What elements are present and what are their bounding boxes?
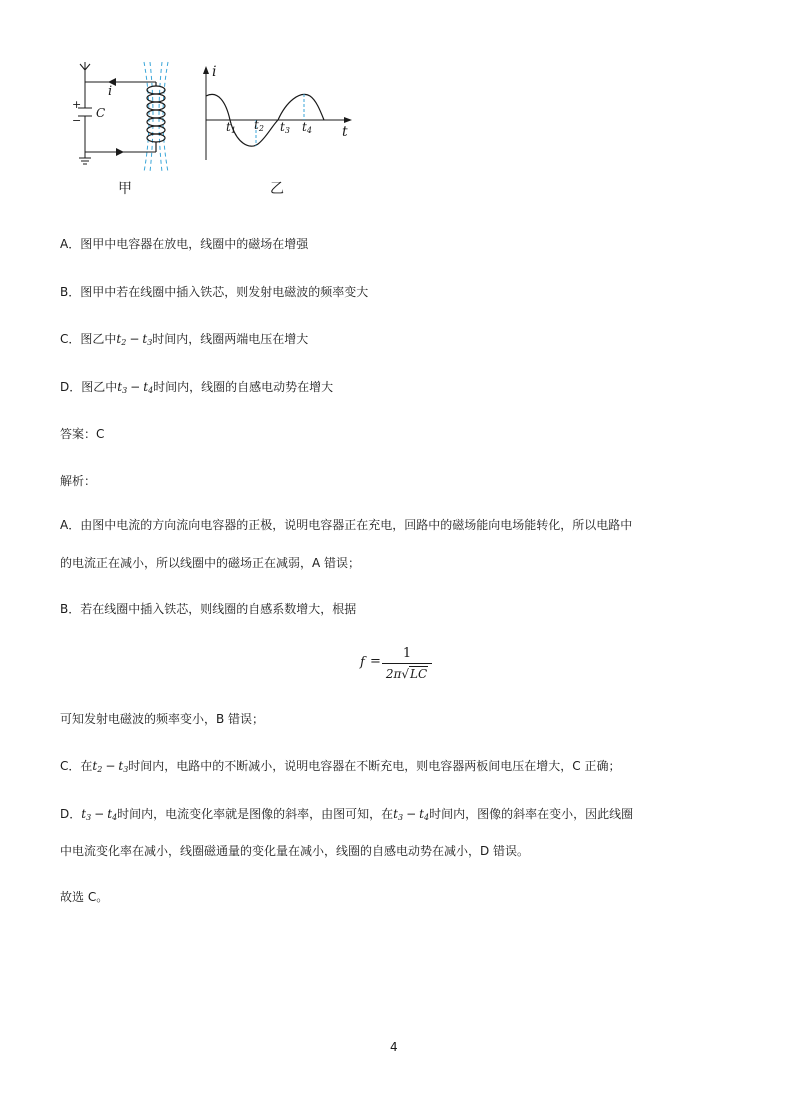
analysis-c: C．在$t_2 - t_3$时间内，电路中的不断减小，说明电容器在不断充电，则电容器两板间电压在增大，C 正确； [60, 759, 621, 774]
analysis-label: 解析： [60, 474, 97, 488]
t2-label: $t_2$ [254, 118, 264, 133]
capacitor-plus: + [72, 98, 82, 111]
t-axis-arrow-icon [344, 117, 352, 123]
right-caption: 乙 [270, 181, 284, 197]
inductor-coil-icon [147, 82, 165, 152]
current-arrow-bottom-icon [116, 148, 124, 156]
t1-label: $t_1$ [226, 120, 236, 135]
figure [60, 60, 380, 200]
option-d: D．图乙中$t_3 - t_4$时间内，线圈的自感电动势在增大 [60, 380, 334, 395]
analysis-b-line1: B．若在线圈中插入铁芯，则线圈的自感系数增大，根据 [60, 602, 357, 616]
option-c: C．图乙中$t_2 - t_3$时间内，线圈两端电压在增大 [60, 332, 309, 347]
option-b: B．图甲中若在线圈中插入铁芯，则发射电磁波的频率变大 [60, 285, 369, 299]
conclusion: 故选 C。 [60, 890, 109, 904]
frequency-formula: f = 1 2π√LC [360, 646, 440, 686]
magnetic-field-lines [144, 62, 168, 172]
t3-label: $t_3$ [280, 120, 290, 135]
current-label: i [108, 84, 113, 99]
analysis-a-line2: 的电流正在减小，所以线圈中的磁场正在减弱，A 错误； [60, 556, 361, 570]
antenna-icon [80, 62, 90, 82]
left-caption: 甲 [118, 181, 132, 197]
axis-i-label: i [212, 64, 217, 80]
answer: 答案：C [60, 427, 105, 441]
analysis-a-line1: A．由图中电流的方向流向电容器的正极，说明电容器正在充电，回路中的磁场能向电场能转化，所以电路中 [60, 518, 633, 532]
i-axis-arrow-icon [203, 66, 209, 74]
page-number: 4 [390, 1040, 398, 1054]
ground-icon [79, 152, 91, 164]
current-time-graph [200, 60, 360, 170]
analysis-d-line1: D．$t_3 - t_4$时间内，电流变化率就是图像的斜率，由图可知，在$t_3 - t_4$时间内，图像的斜率在变小，因此线圈 [60, 807, 634, 822]
capacitor-minus: − [72, 114, 82, 127]
t4-label: $t_4$ [302, 120, 312, 135]
axis-t-label: t [342, 124, 348, 140]
analysis-b-line2: 可知发射电磁波的频率变小，B 错误； [60, 712, 265, 726]
capacitor-label: C [96, 106, 106, 120]
analysis-d-line2: 中电流变化率在减小，线圈磁通量的变化量在减小，线圈的自感电动势在减小，D 错误。 [60, 844, 530, 858]
option-a: A．图甲中电容器在放电，线圈中的磁场在增强 [60, 237, 309, 251]
